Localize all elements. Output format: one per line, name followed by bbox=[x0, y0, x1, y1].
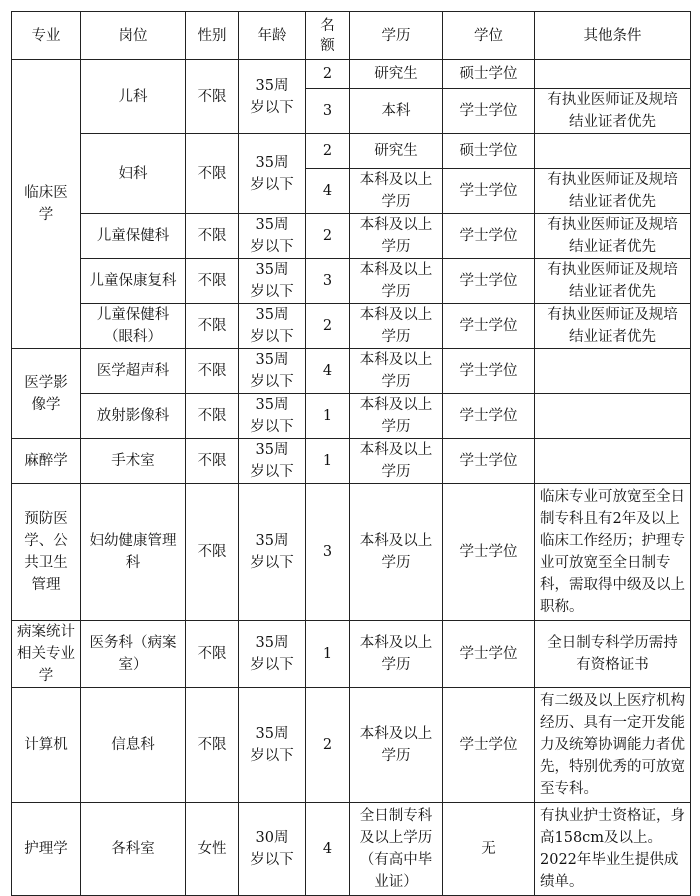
other-cell: 有执业医师证及规培结业证者优先 bbox=[535, 304, 691, 349]
header-post: 岗位 bbox=[81, 12, 186, 60]
other-cell: 有二级及以上医疗机构经历、具有一定开发能力及统筹协调能力者优先，特别优秀的可放宽至专科。 bbox=[535, 688, 691, 803]
age-cell: 35周岁以下 bbox=[239, 621, 306, 688]
major-cell: 医学影像学 bbox=[12, 349, 81, 439]
quota-cell: 3 bbox=[306, 484, 350, 621]
gender-cell: 不限 bbox=[186, 394, 239, 439]
education-cell: 本科及以上学历 bbox=[350, 304, 443, 349]
quota-cell: 2 bbox=[306, 214, 350, 259]
header-degree: 学位 bbox=[443, 12, 535, 60]
degree-cell: 学士学位 bbox=[443, 214, 535, 259]
quota-cell: 2 bbox=[306, 60, 350, 89]
other-cell: 临床专业可放宽至全日制专科且有2年及以上临床工作经历；护理专业可放宽至全日制专科，需取得中级及以上职称。 bbox=[535, 484, 691, 621]
table-row bbox=[12, 134, 691, 169]
header-age: 年龄 bbox=[239, 12, 306, 60]
age-cell: 30周岁以下 bbox=[239, 803, 306, 896]
gender-cell: 不限 bbox=[186, 259, 239, 304]
education-cell: 研究生 bbox=[350, 60, 443, 89]
recruitment-table bbox=[11, 11, 691, 896]
header-education: 学历 bbox=[350, 12, 443, 60]
table-row bbox=[12, 349, 691, 394]
education-cell: 本科 bbox=[350, 89, 443, 134]
age-cell: 35周岁以下 bbox=[239, 60, 306, 134]
post-cell: 妇科 bbox=[81, 134, 186, 214]
degree-cell: 硕士学位 bbox=[443, 60, 535, 89]
quota-cell: 3 bbox=[306, 259, 350, 304]
gender-cell: 不限 bbox=[186, 439, 239, 484]
header-other: 其他条件 bbox=[535, 12, 691, 60]
post-cell: 医务科（病案室） bbox=[81, 621, 186, 688]
gender-cell: 女性 bbox=[186, 803, 239, 896]
age-cell: 35周岁以下 bbox=[239, 394, 306, 439]
age-cell: 35周岁以下 bbox=[239, 439, 306, 484]
other-cell: 有执业医师证及规培结业证者优先 bbox=[535, 169, 691, 214]
age-cell: 35周岁以下 bbox=[239, 134, 306, 214]
education-cell: 全日制专科及以上学历（有高中毕业证） bbox=[350, 803, 443, 896]
gender-cell: 不限 bbox=[186, 214, 239, 259]
other-cell bbox=[535, 349, 691, 394]
post-cell: 放射影像科 bbox=[81, 394, 186, 439]
gender-cell: 不限 bbox=[186, 349, 239, 394]
education-cell: 本科及以上学历 bbox=[350, 394, 443, 439]
degree-cell: 学士学位 bbox=[443, 304, 535, 349]
other-cell: 有执业医师证及规培结业证者优先 bbox=[535, 89, 691, 134]
header-quota: 名额 bbox=[306, 12, 350, 60]
degree-cell: 学士学位 bbox=[443, 484, 535, 621]
degree-cell: 学士学位 bbox=[443, 621, 535, 688]
education-cell: 本科及以上学历 bbox=[350, 169, 443, 214]
age-cell: 35周岁以下 bbox=[239, 259, 306, 304]
major-cell: 麻醉学 bbox=[12, 439, 81, 484]
degree-cell: 学士学位 bbox=[443, 688, 535, 803]
other-cell: 有执业医师证及规培结业证者优先 bbox=[535, 259, 691, 304]
education-cell: 本科及以上学历 bbox=[350, 349, 443, 394]
quota-cell: 1 bbox=[306, 394, 350, 439]
degree-cell: 学士学位 bbox=[443, 349, 535, 394]
degree-cell: 无 bbox=[443, 803, 535, 896]
age-cell: 35周岁以下 bbox=[239, 349, 306, 394]
major-cell: 护理学 bbox=[12, 803, 81, 896]
post-cell: 妇幼健康管理科 bbox=[81, 484, 186, 621]
education-cell: 本科及以上学历 bbox=[350, 621, 443, 688]
age-cell: 35周岁以下 bbox=[239, 304, 306, 349]
major-cell: 计算机 bbox=[12, 688, 81, 803]
table-row bbox=[12, 259, 691, 304]
table-row bbox=[12, 214, 691, 259]
gender-cell: 不限 bbox=[186, 621, 239, 688]
degree-cell: 学士学位 bbox=[443, 259, 535, 304]
gender-cell: 不限 bbox=[186, 304, 239, 349]
education-cell: 本科及以上学历 bbox=[350, 688, 443, 803]
table-row bbox=[12, 60, 691, 89]
table-body bbox=[12, 60, 691, 896]
education-cell: 本科及以上学历 bbox=[350, 484, 443, 621]
other-cell: 有执业护士资格证，身高158cm及以上。2022年毕业生提供成绩单。 bbox=[535, 803, 691, 896]
post-cell: 各科室 bbox=[81, 803, 186, 896]
header-gender: 性别 bbox=[186, 12, 239, 60]
header-major: 专业 bbox=[12, 12, 81, 60]
age-cell: 35周岁以下 bbox=[239, 688, 306, 803]
major-cell: 预防医学、公共卫生管理 bbox=[12, 484, 81, 621]
quota-cell: 3 bbox=[306, 89, 350, 134]
table-row bbox=[12, 394, 691, 439]
degree-cell: 硕士学位 bbox=[443, 134, 535, 169]
table-row bbox=[12, 621, 691, 688]
quota-cell: 1 bbox=[306, 621, 350, 688]
table-row bbox=[12, 484, 691, 621]
degree-cell: 学士学位 bbox=[443, 169, 535, 214]
quota-cell: 4 bbox=[306, 803, 350, 896]
degree-cell: 学士学位 bbox=[443, 394, 535, 439]
quota-cell: 4 bbox=[306, 169, 350, 214]
education-cell: 研究生 bbox=[350, 134, 443, 169]
gender-cell: 不限 bbox=[186, 134, 239, 214]
table-row bbox=[12, 304, 691, 349]
quota-cell: 2 bbox=[306, 304, 350, 349]
other-cell: 全日制专科学历需持有资格证书 bbox=[535, 621, 691, 688]
other-cell: 有执业医师证及规培结业证者优先 bbox=[535, 214, 691, 259]
age-cell: 35周岁以下 bbox=[239, 484, 306, 621]
gender-cell: 不限 bbox=[186, 60, 239, 134]
gender-cell: 不限 bbox=[186, 484, 239, 621]
post-cell: 儿科 bbox=[81, 60, 186, 134]
major-cell: 病案统计相关专业学 bbox=[12, 621, 81, 688]
major-cell: 临床医学 bbox=[12, 60, 81, 349]
education-cell: 本科及以上学历 bbox=[350, 259, 443, 304]
degree-cell: 学士学位 bbox=[443, 439, 535, 484]
post-cell: 信息科 bbox=[81, 688, 186, 803]
post-cell: 儿童保康复科 bbox=[81, 259, 186, 304]
gender-cell: 不限 bbox=[186, 688, 239, 803]
education-cell: 本科及以上学历 bbox=[350, 214, 443, 259]
post-cell: 手术室 bbox=[81, 439, 186, 484]
quota-cell: 2 bbox=[306, 688, 350, 803]
education-cell: 本科及以上学历 bbox=[350, 439, 443, 484]
table-row bbox=[12, 803, 691, 896]
post-cell: 儿童保健科（眼科） bbox=[81, 304, 186, 349]
quota-cell: 1 bbox=[306, 439, 350, 484]
other-cell bbox=[535, 439, 691, 484]
age-cell: 35周岁以下 bbox=[239, 214, 306, 259]
post-cell: 儿童保健科 bbox=[81, 214, 186, 259]
other-cell bbox=[535, 134, 691, 169]
table-row bbox=[12, 439, 691, 484]
quota-cell: 2 bbox=[306, 134, 350, 169]
post-cell: 医学超声科 bbox=[81, 349, 186, 394]
header-row bbox=[12, 12, 691, 60]
quota-cell: 4 bbox=[306, 349, 350, 394]
degree-cell: 学士学位 bbox=[443, 89, 535, 134]
table-row bbox=[12, 688, 691, 803]
other-cell bbox=[535, 60, 691, 89]
other-cell bbox=[535, 394, 691, 439]
